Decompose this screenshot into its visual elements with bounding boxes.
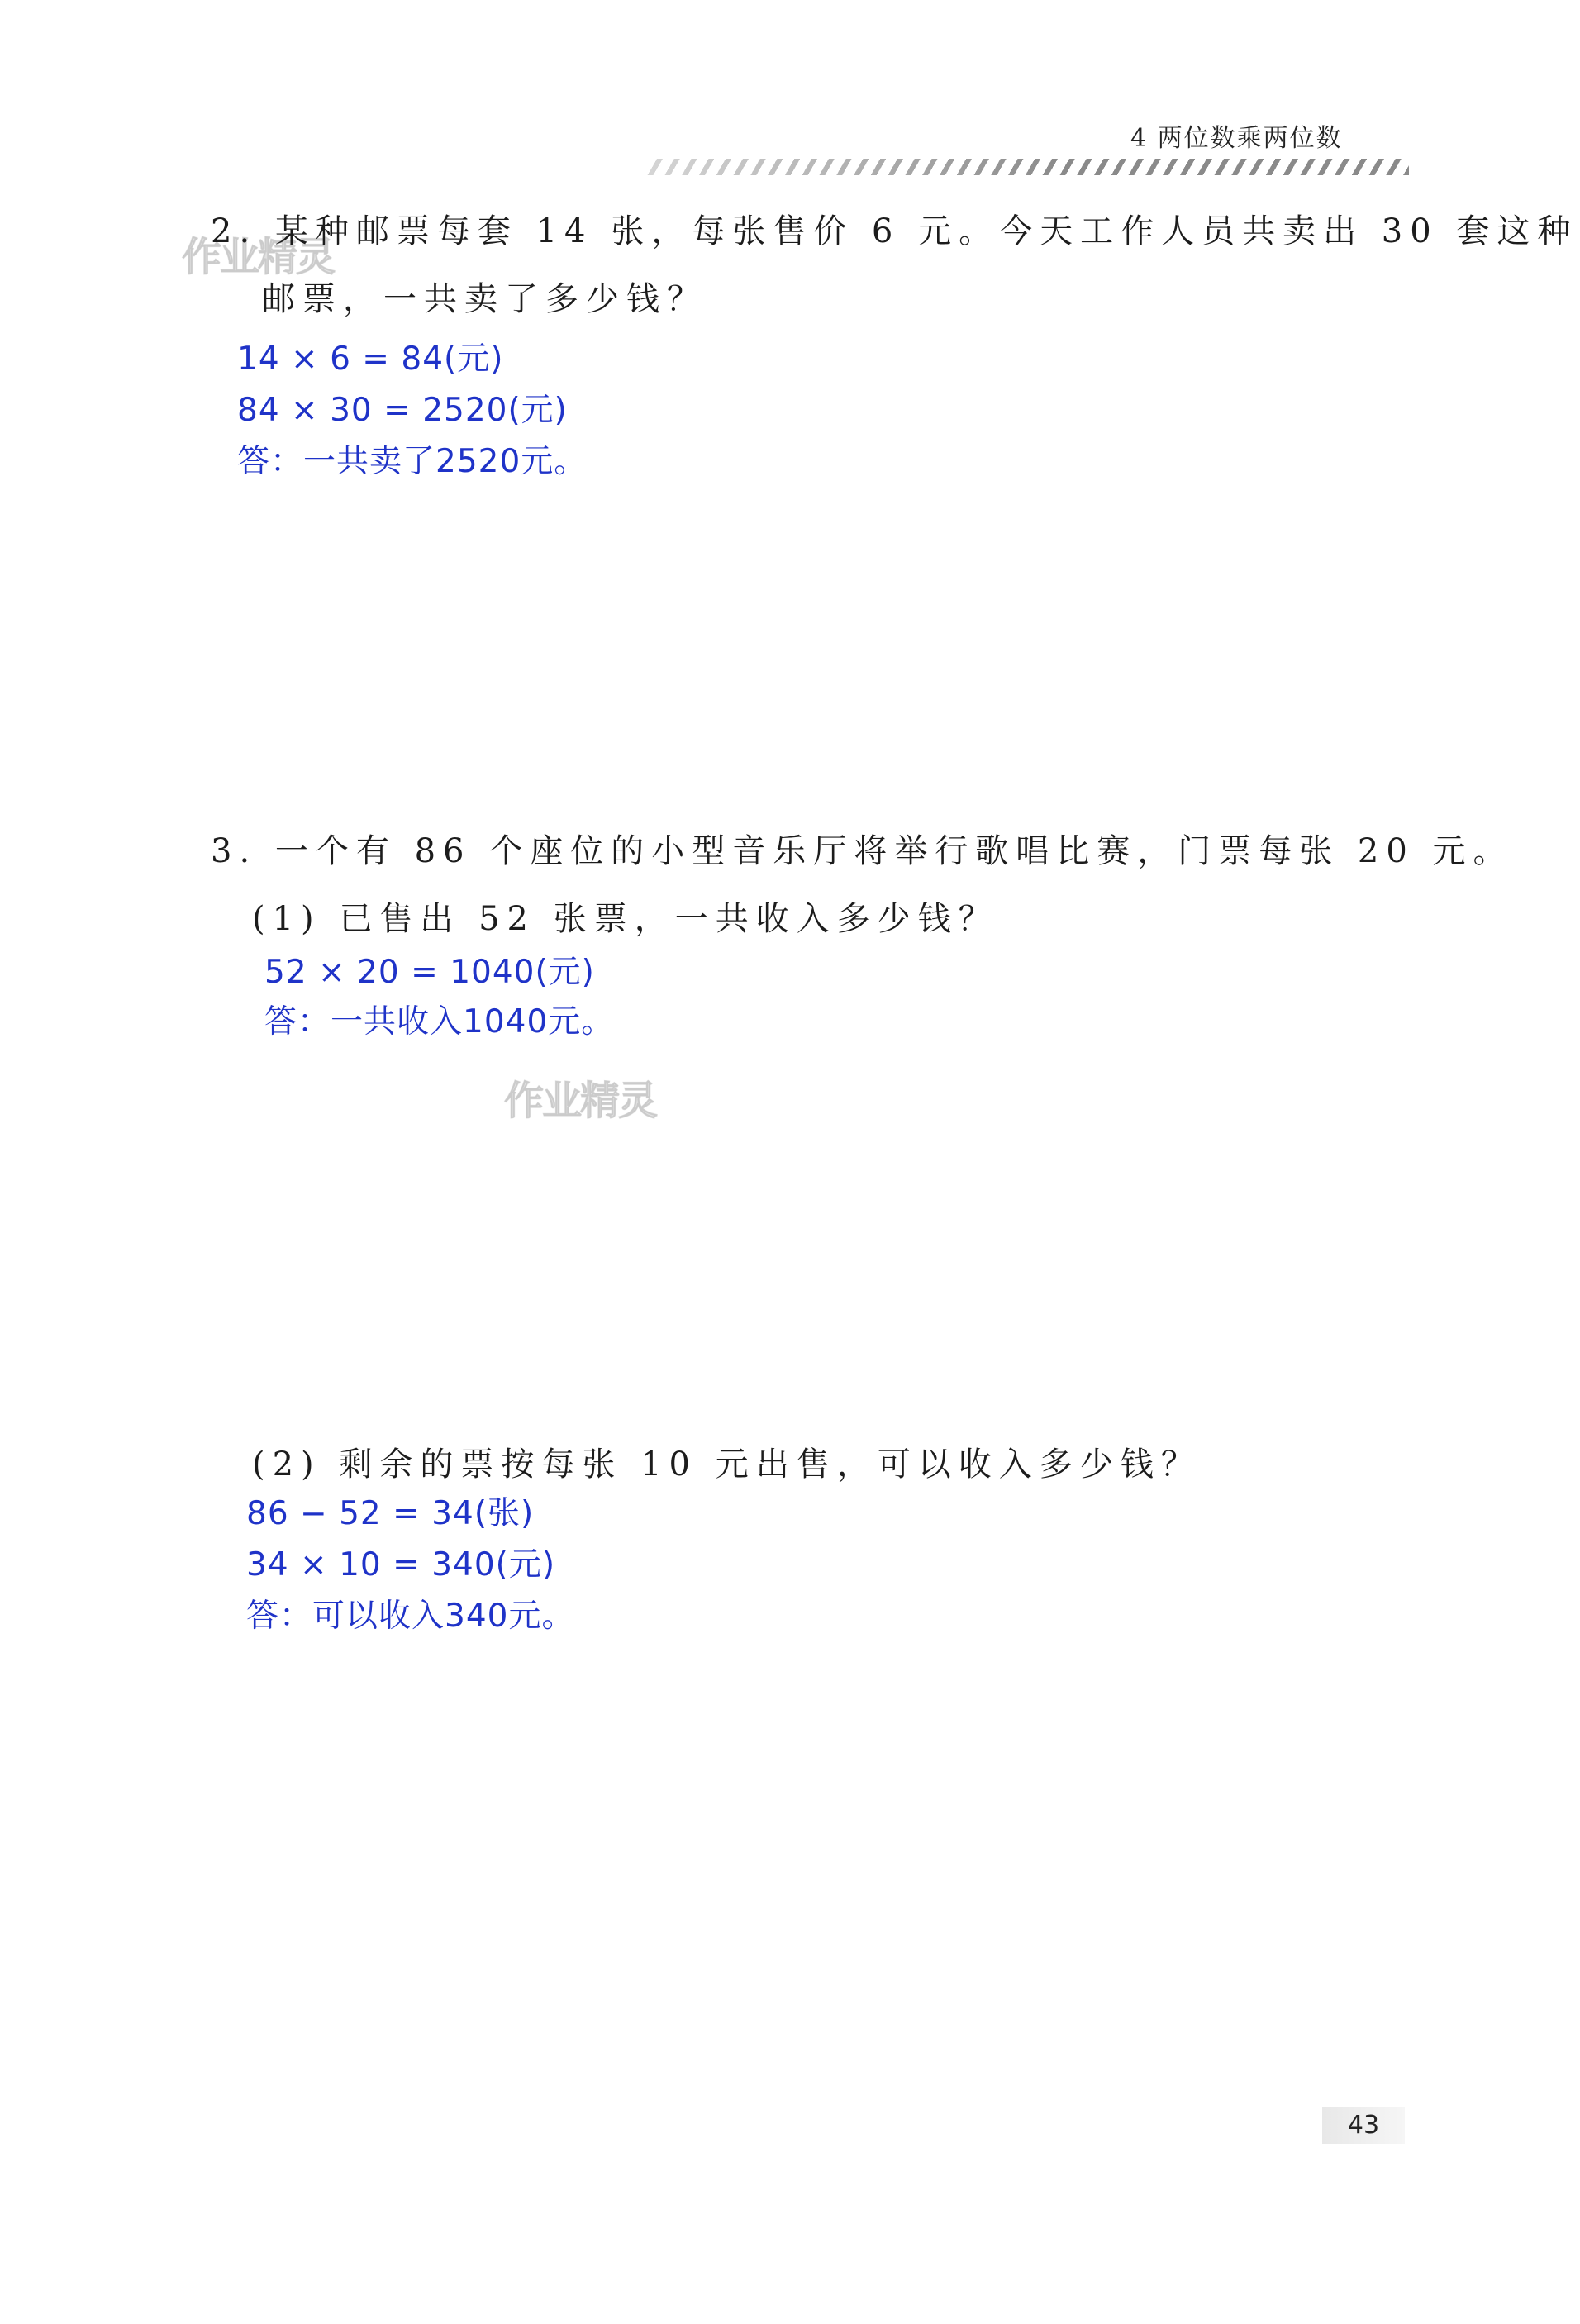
problem-2-text-line-1: 2. 某种邮票每套 14 张，每张售价 6 元。今天工作人员共卖出 30 套这种 [211,212,1578,250]
problem-3-part-2-answer-conclusion: 答：可以收入340元。 [246,1598,575,1635]
page-number: 43 [1322,2107,1405,2144]
problem-3-part-2-answer-step-2: 34 × 10 = 340(元) [246,1546,556,1583]
header-stripe-decoration [645,159,1409,175]
chapter-title: 4 两位数乘两位数 [1130,124,1343,153]
problem-3-part-1-answer-step: 52 × 20 = 1040(元) [264,954,595,991]
watermark: 作业精灵 [504,1078,657,1124]
problem-2-answer-step-1: 14 × 6 = 84(元) [237,341,504,378]
problem-2-answer-conclusion: 答：一共卖了2520元。 [237,443,588,480]
problem-2-answer-step-2: 84 × 30 = 2520(元) [237,392,568,429]
problem-3-part-1-question: (1) 已售出 52 张票，一共收入多少钱？ [252,900,999,938]
problem-3-part-2-question: (2) 剩余的票按每张 10 元出售，可以收入多少钱？ [252,1445,1202,1483]
problem-3-text: 3. 一个有 86 个座位的小型音乐厅将举行歌唱比赛，门票每张 20 元。 [211,832,1514,870]
problem-3-part-2-answer-step-1: 86 − 52 = 34(张) [246,1495,535,1532]
watermark: 作业精灵 [182,234,335,280]
problem-2-text-line-2: 邮票，一共卖了多少钱？ [262,280,707,318]
problem-3-part-1-answer-conclusion: 答：一共收入1040元。 [264,1003,615,1041]
